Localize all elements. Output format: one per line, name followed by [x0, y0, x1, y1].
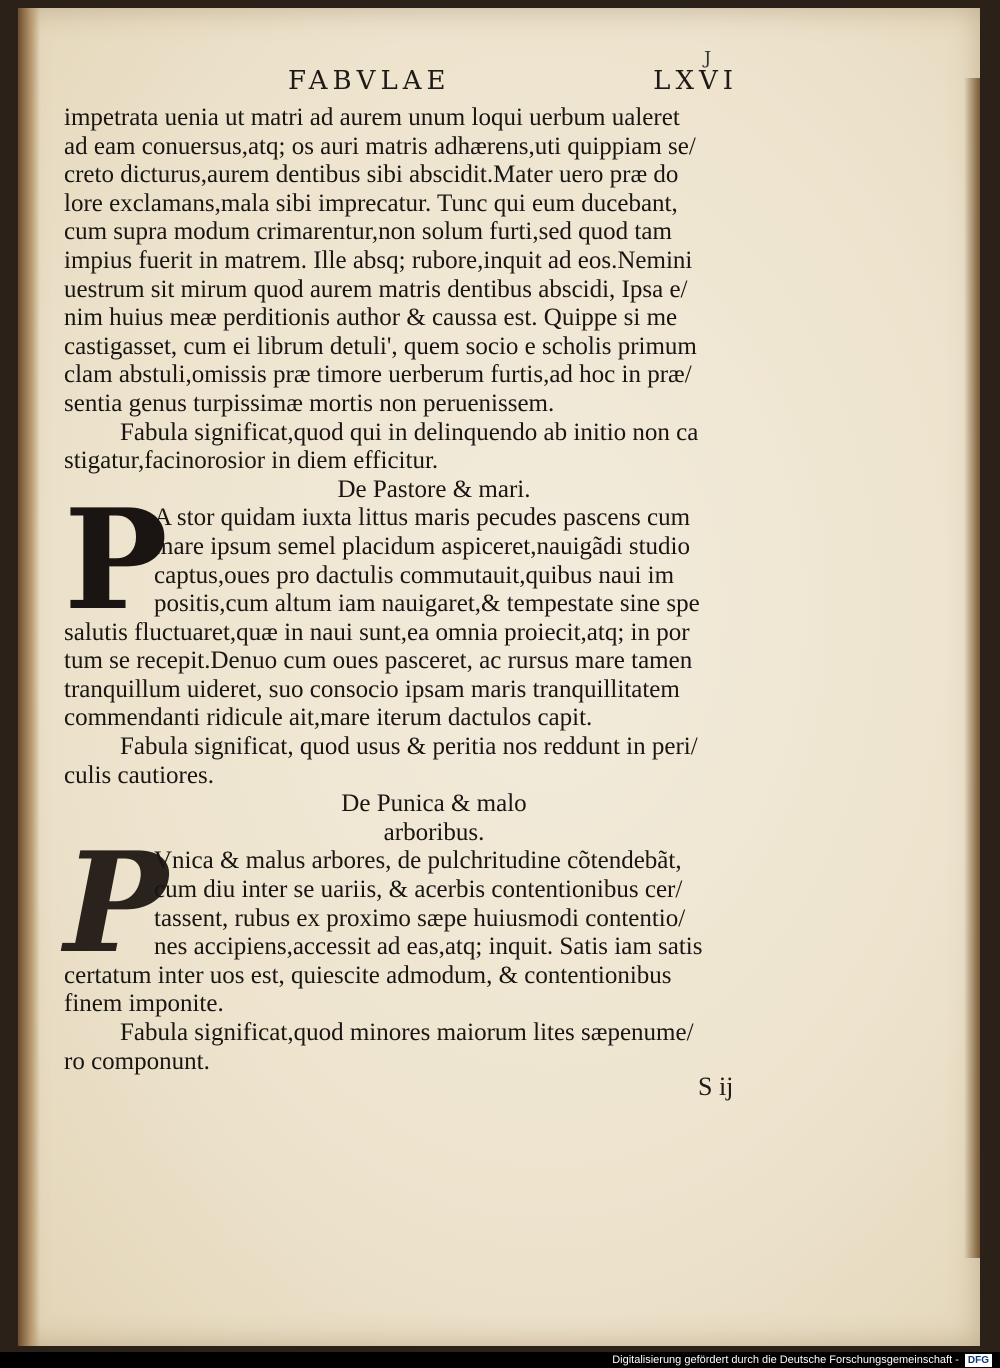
stray-mark: J	[704, 48, 712, 69]
footer-bar	[0, 1352, 1000, 1368]
text-line: ad eam conuersus,atq; os auri matris adhærens,uti quippiam se/	[64, 132, 696, 160]
fable-3-heading-line-2: arboribus.	[383, 818, 485, 846]
text-line: clam abstuli,omissis præ timore uerberum furtis,ad hoc in præ/	[64, 361, 692, 389]
text-line: cum supra modum crimarentur,non solum furti,sed quod tam	[64, 218, 672, 246]
text-line: castigasset, cum ei librum detuli', quem socio e scholis primum	[64, 332, 697, 360]
signature-mark: S ij	[698, 1072, 734, 1101]
text-line: impetrata uenia ut matri ad aurem unum loqui uerbum ualeret	[64, 104, 680, 131]
text-line: tassent, rubus ex proximo sæpe huiusmodi contentio/	[154, 904, 686, 932]
text-line: positis,cum altum iam nauigaret,& tempestate sine spe	[154, 590, 700, 618]
text-line: sentia genus turpissimæ mortis non peruenissem.	[64, 389, 555, 417]
text-line: impius fuerit in matrem. Ille absq; rubore,inquit ad eos.Nemini	[64, 246, 693, 274]
footer-credit: Digitalisierung gefördert durch die Deutsche Forschungsgemeinschaft -	[612, 1354, 959, 1366]
folio-number: LXVI	[653, 66, 738, 96]
moral-2	[64, 733, 804, 790]
moral-line: culis cautiores.	[64, 761, 214, 789]
moral-1	[64, 419, 804, 476]
text-line: finem imponite.	[64, 990, 224, 1018]
moral-line: Fabula significat,quod qui in delinquendo ab initio non ca	[120, 418, 699, 446]
text-line: cum diu inter se uariis, & acerbis contentionibus cer/	[154, 876, 683, 904]
moral-3	[64, 1019, 804, 1076]
text-line: salutis fluctuaret,quæ in naui sunt,ea omnia proiecit,atq; in por	[64, 618, 690, 646]
moral-line: stigatur,facinorosior in diem efficitur.	[64, 447, 439, 475]
ornate-dropcap-letter: P	[64, 821, 168, 985]
text-line: A stor quidam iuxta littus maris pecudes pascens cum	[154, 504, 691, 532]
fable-3-heading-line-1: De Punica & malo	[341, 790, 527, 818]
text-line: commendanti ridicule ait,mare iterum dactulos capit.	[64, 704, 593, 732]
moral-line: Fabula significat,quod minores maiorum lites sæpenume/	[120, 1019, 694, 1046]
page-edge-right	[964, 78, 980, 1258]
text-line: nes accipiens,accessit ad eas,atq; inquit. Satis iam satis	[154, 933, 703, 961]
book-page	[18, 8, 980, 1346]
moral-line: Fabula significat, quod usus & peritia nos reddunt in peri/	[120, 733, 698, 761]
running-head-title: FABVLAE	[288, 66, 451, 96]
text-line: nim huius meæ perditionis author & caussa est. Quippe si me	[64, 304, 678, 332]
dropcap-letter: P	[64, 478, 168, 642]
text-line: tum se recepit.Denuo cum oues pasceret, ac rursus mare tamen	[64, 647, 693, 675]
text-line: captus,oues pro dactulis commutauit,quibus naui im	[154, 561, 675, 589]
text-line: tranquillum uideret, suo consocio ipsam maris tranquillitatem	[64, 675, 680, 703]
text-line: certatum inter uos est, quiescite admodum, & contentionibus	[64, 961, 672, 989]
dfg-logo-icon[interactable]: DFG	[965, 1354, 992, 1367]
text-line: uestrum sit mirum quod aurem matris dentibus abscidi, Ipsa e/	[64, 275, 688, 303]
moral-line: ro componunt.	[64, 1047, 210, 1075]
text-line: creto dicturus,aurem dentibus sibi abscidit.Mater uero præ do	[64, 161, 679, 189]
fable-1-continuation	[64, 104, 804, 419]
text-line: mare ipsum semel placidum aspiceret,nauigãdi studio	[154, 532, 690, 560]
fable-2-heading: De Pastore & mari.	[337, 475, 531, 503]
page-edge-left	[18, 8, 40, 1346]
text-line: lore exclamans,mala sibi imprecatur. Tunc qui eum ducebant,	[64, 189, 678, 217]
text-block	[64, 104, 804, 1076]
running-head	[288, 66, 738, 96]
text-line: Vnica & malus arbores, de pulchritudine cõtendebãt,	[154, 847, 682, 875]
